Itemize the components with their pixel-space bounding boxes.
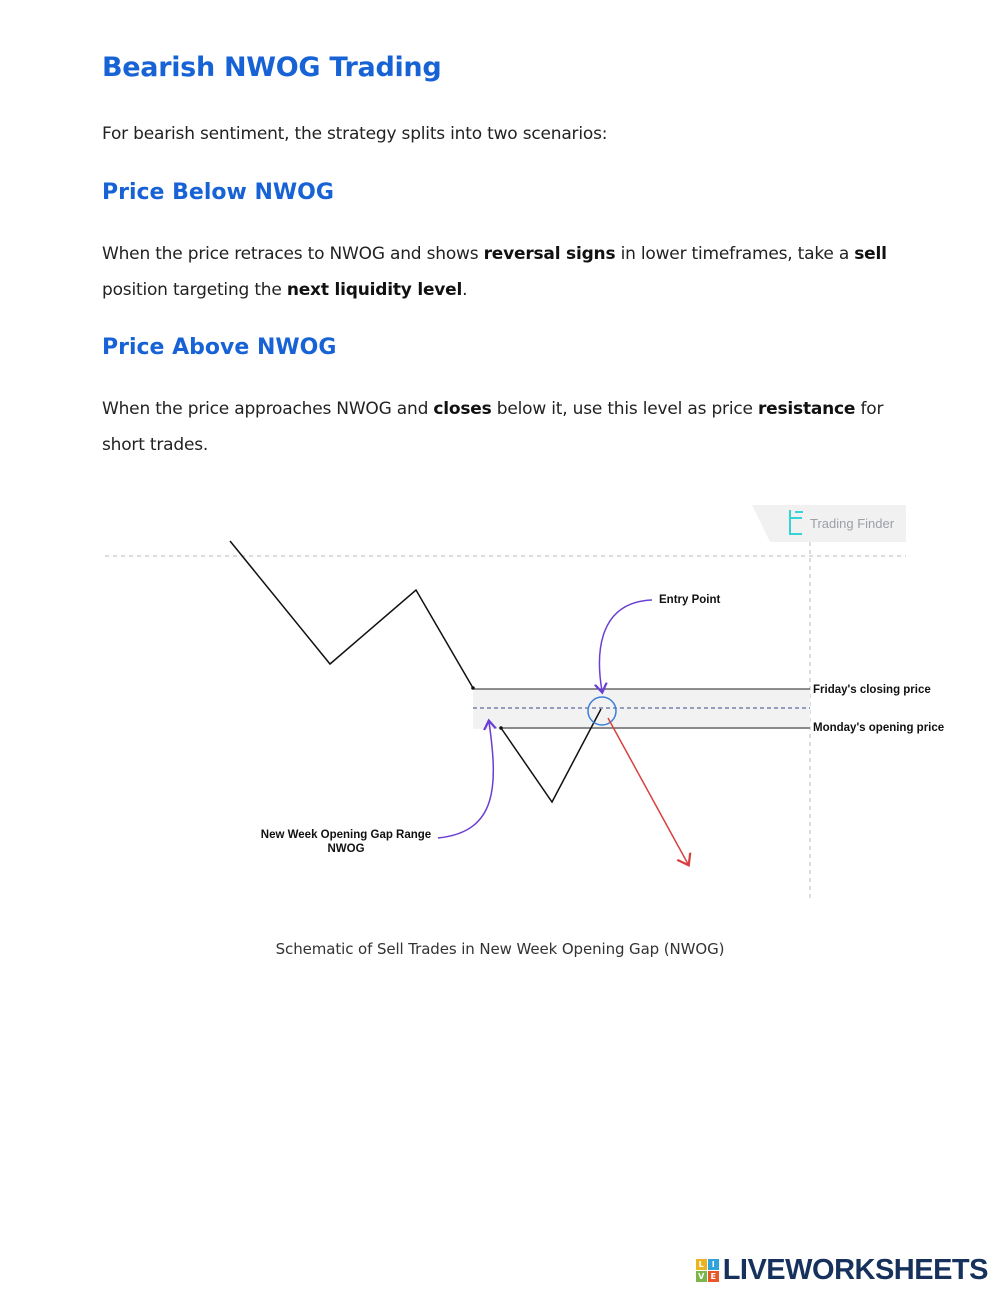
logo-tile-v: V [696, 1271, 707, 1282]
liveworksheets-icon [696, 1259, 719, 1282]
intro-paragraph: For bearish sentiment, the strategy splits into two scenarios: [102, 124, 608, 144]
liveworksheets-logo[interactable] [696, 1250, 988, 1290]
watermark-text: Trading Finder [810, 516, 895, 531]
liveworksheets-wordmark: LIVEWORKSHEETS [722, 1253, 988, 1286]
trading-finder-watermark [752, 505, 906, 542]
logo-tile-e: E [708, 1271, 719, 1282]
monday-open-dot [499, 726, 503, 730]
entry-point-arrow [599, 600, 652, 691]
friday-close-label: Friday's closing price [813, 684, 931, 696]
logo-tile-i: I [708, 1259, 719, 1270]
friday-close-dot [471, 686, 475, 690]
monday-open-label: Monday's opening price [813, 722, 945, 734]
entry-point-label: Entry Point [659, 594, 721, 606]
nwog-gap-zone [473, 689, 810, 729]
figure-caption: Schematic of Sell Trades in New Week Opening Gap (NWOG) [275, 940, 725, 958]
nwog-range-arrow [438, 722, 493, 838]
section-title-price-below: Price Below NWOG [102, 180, 334, 205]
price-path-before-gap [230, 541, 473, 688]
page-heading: Bearish NWOG Trading [102, 52, 442, 83]
section-paragraph-price-below: When the price retraces to NWOG and shows reversal signs in lower timeframes, take a sell position targeting the next liquidity level. [102, 244, 887, 300]
nwog-range-label: New Week Opening Gap Range [260, 829, 432, 841]
sell-arrow [608, 718, 688, 864]
logo-tile-l: L [696, 1259, 707, 1270]
section-paragraph-price-above: When the price approaches NWOG and closes below it, use this level as price resistance for short trades. [102, 399, 884, 455]
nwog-short-label: NWOG [327, 843, 365, 855]
section-title-price-above: Price Above NWOG [102, 335, 337, 360]
nwog-diagram [100, 500, 945, 900]
nwog-diagram-svg [100, 500, 945, 900]
